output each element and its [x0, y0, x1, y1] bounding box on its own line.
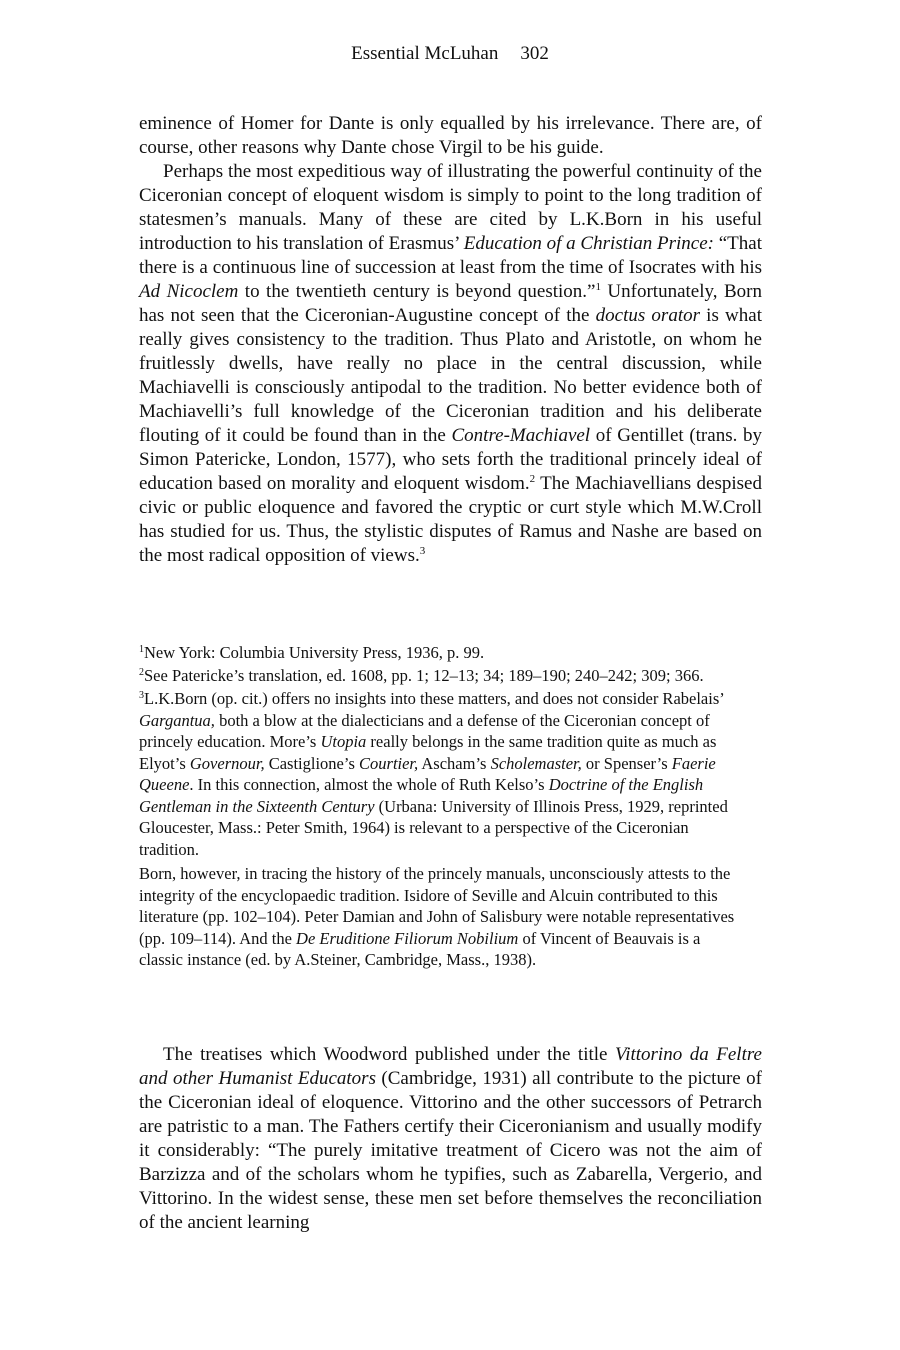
text-run: of Gentillet (trans. by Simon Patericke, London, 1577), who sets forth the traditional princely ideal of education based on morality and eloquent wisdom. [139, 425, 762, 494]
footnote-ref[interactable]: 3 [419, 545, 426, 557]
text-run: really belongs in the same tradition quite as much as Elyot’s [139, 732, 717, 773]
text-run: L.K.Born (op. cit.) offers no insights into these matters, and does not consider Rabelais’ [144, 689, 724, 708]
italic-term: doctus orator [595, 305, 700, 326]
page-number: 302 [520, 43, 549, 64]
footnote-2 [139, 665, 745, 687]
italic-title: Contre-Machiavel [451, 425, 591, 446]
footnote-ref[interactable]: 2 [529, 473, 536, 485]
text-run: The treatises which Woodword published under the title [163, 1044, 615, 1065]
footnote-text: New York: Columbia University Press, 1936, p. 99. [144, 643, 485, 662]
italic-title: Faerie Queene [139, 753, 716, 794]
italic-title: Education of a Christian Prince: [463, 233, 714, 254]
footnote-mark: 3 [139, 690, 144, 701]
footnote-ref[interactable]: 1 [595, 281, 601, 293]
text-run: Castiglione’s [264, 753, 360, 773]
italic-title: Courtier, [359, 753, 419, 773]
italic-title: Vittorino da Feltre and other Humanist Educators [139, 1044, 762, 1089]
header-title: Essential McLuhan [351, 43, 499, 64]
paragraph-2 [139, 160, 762, 568]
text-run: Perhaps the most expeditious way of illustrating the powerful continuity of the Ciceronian concept of eloquent wisdom is simply to point to the long tradition of statesmen’s manuals. Many of these are cited by L.K.Born in his useful introduction to his translation of Erasmus’ [139, 161, 762, 254]
footnote-text: See Patericke’s translation, ed. 1608, pp. 1; 12–13; 34; 189–190; 240–242; 309; 366. [144, 666, 704, 685]
text-run: Unfortunately, Born has not seen that the Ciceronian-Augustine concept of the [139, 281, 762, 326]
text-run: “That there is a continuous line of succession at least from the time of Isocrates with his [139, 233, 762, 278]
text-run: . In this connection, almost the whole of Ruth Kelso’s [189, 775, 549, 794]
text-run: or Spenser’s [581, 753, 672, 773]
text-run: of Vincent of Beauvais is a classic instance (ed. by A.Steiner, Cambridge, Mass., 1938). [139, 928, 701, 969]
footnote-3 [139, 688, 745, 860]
italic-title: Ad Nicoclem [139, 281, 239, 302]
text-run: to the twentieth century is beyond question.” [238, 281, 596, 302]
text-run: (Cambridge, 1931) all contribute to the picture of the Ciceronian ideal of eloquence. Vittorino and the other successors of Petrarch are patristic to a man. The Fathers certify their Ciceronianism and usually modify it considerably: “The purely imitative treatment of Cicero was not the aim of Barzizza and of the scholars whom he typifies, such as Zabarella, Vergerio, and Vittorino. In the widest sense, these men set before themselves the reconciliation of the ancient learning [139, 1068, 762, 1233]
footnote-mark: 1 [139, 644, 144, 655]
text-run: (Urbana: University of Illinois Press, 1929, reprinted Gloucester, Mass.: Peter Smith, 1964) is relevant to a perspective of the Ciceronian tradition. [139, 796, 728, 859]
footnote-3-continued [139, 863, 745, 971]
italic-title: Utopia [320, 732, 367, 751]
text-run: Born, however, in tracing the history of the princely manuals, unconsciously attests to the integrity of the encyclopaedic tradition. Isidore of Seville and Alcuin contributed to this literature (pp. 102–104). Peter Damian and John of Salisbury were notable representatives (pp. 109–114). And the [139, 864, 735, 948]
italic-title: Doctrine of the English Gentleman in the Sixteenth Century [139, 775, 704, 816]
italic-title: Scholemaster, [490, 753, 582, 773]
running-header [0, 42, 900, 66]
text-run: is what really gives consistency to the tradition. Thus Plato and Aristotle, on whom he fruitlessly dwells, have really no place in the central discussion, while Machiavelli is consciously antipodal to the tradition. No better evidence both of Machiavelli’s full knowledge of the Ciceronian tradition and his deliberate flouting of it could be found than in the [139, 305, 762, 446]
footnote-mark: 2 [139, 667, 144, 678]
text-run: Ascham’s [418, 753, 491, 773]
italic-title: Gargantua, [139, 710, 215, 730]
text-run: both a blow at the dialecticians and a defense of the Ciceronian concept of princely education. More’s [139, 710, 710, 751]
italic-title: Governour, [189, 753, 265, 773]
footnote-1 [139, 642, 745, 664]
main-text [139, 112, 762, 568]
paragraph-1: eminence of Homer for Dante is only equalled by his irrelevance. There are, of course, other reasons why Dante chose Virgil to be his guide. [139, 113, 762, 158]
italic-title: De Eruditione Filiorum Nobilium [296, 928, 519, 948]
footnotes [139, 642, 745, 971]
paragraph-3 [139, 1043, 762, 1235]
text-run: The Machiavellians despised civic or public eloquence and favored the cryptic or curt style which M.W.Croll has studied for us. Thus, the stylistic disputes of Ramus and Nashe are based on the most radical opposition of views. [139, 473, 762, 566]
main-text-continued [139, 1043, 762, 1235]
